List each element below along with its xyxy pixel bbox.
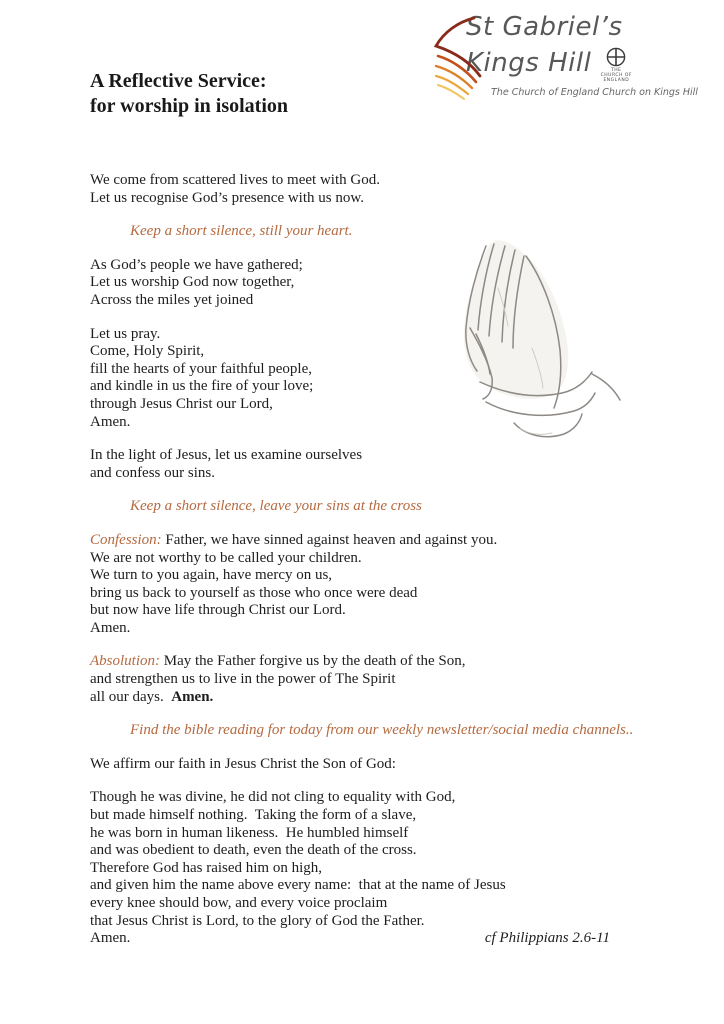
rubric-line: Find the bible reading for today from our weekly newsletter/social media channels..: [130, 722, 634, 739]
text-line: We come from scattered lives to meet with God.: [90, 172, 380, 188]
absolution-label: Absolution:: [90, 653, 160, 670]
text-line: [90, 689, 650, 707]
text-span: Father, we have sinned against heaven and against you.: [161, 531, 498, 548]
text-line: We turn to you again, have mercy on us,: [90, 567, 333, 584]
text-line: [90, 653, 650, 671]
text-line: but made himself nothing. Taking the form of a slave,: [90, 807, 417, 824]
text-line: Let us worship God now together,: [90, 274, 295, 291]
text-line: and given him the name above every name: that at the name of Jesus: [90, 877, 506, 894]
paragraph: [90, 447, 650, 482]
rubric-line: Keep a short silence, still your heart.: [130, 223, 353, 240]
text-line: fill the hearts of your faithful people,: [90, 360, 313, 377]
page-title-line2: for worship in isolation: [90, 95, 288, 118]
church-of-england-emblem: [600, 46, 632, 83]
cross-circle-icon: [605, 46, 627, 68]
text-line: [90, 532, 650, 550]
emblem-caption: THE CHURCH OF ENGLAND: [600, 68, 632, 83]
text-line: that Jesus Christ is Lord, to the glory of God the Father.: [90, 912, 425, 929]
paragraph: [90, 257, 650, 310]
text-line: and strengthen us to live in the power of The Spirit: [90, 671, 396, 688]
closing-line: [90, 930, 610, 948]
text-line: In the light of Jesus, let us examine ourselves: [90, 447, 363, 464]
text-line: Across the miles yet joined: [90, 291, 254, 308]
text-line: Though he was divine, he did not cling to equality with God,: [90, 789, 456, 806]
text-line: Let us pray.: [90, 325, 161, 342]
page-title: [90, 69, 288, 119]
text-line: through Jesus Christ our Lord,: [90, 395, 273, 412]
text-line: Amen.: [90, 619, 131, 636]
service-text: [90, 172, 650, 964]
church-name-line1: St Gabriel’s: [466, 12, 623, 42]
text-line: We are not worthy to be called your children.: [90, 549, 362, 566]
rubric-line: Keep a short silence, leave your sins at the cross: [130, 498, 422, 515]
text-line: Come, Holy Spirit,: [90, 343, 205, 360]
text-line: Amen.: [90, 413, 131, 430]
church-name-line2: Kings Hill: [466, 47, 592, 78]
closing-amen: Amen.: [90, 930, 131, 947]
absolution-paragraph: [90, 653, 650, 706]
church-name: [466, 12, 710, 83]
paragraph: [90, 172, 650, 207]
text-line: and kindle in us the fire of your love;: [90, 378, 314, 395]
text-span: May the Father forgive us by the death of the Son,: [160, 653, 466, 670]
page-title-line1: A Reflective Service:: [90, 70, 267, 93]
text-line: and was obedient to death, even the death of the cross.: [90, 842, 417, 859]
paragraph: [90, 326, 650, 432]
text-line: bring us back to yourself as those who once were dead: [90, 584, 418, 601]
paragraph: [90, 789, 650, 947]
text-line: and confess our sins.: [90, 464, 215, 481]
text-line: Let us recognise God’s presence with us now.: [90, 189, 364, 206]
text-line: he was born in human likeness. He humbled himself: [90, 824, 409, 841]
text-span: all our days.: [90, 688, 172, 705]
amen-bold: Amen.: [171, 688, 214, 705]
text-line: We affirm our faith in Jesus Christ the Son of God:: [90, 755, 396, 772]
confession-paragraph: [90, 532, 650, 638]
text-line: every knee should bow, and every voice proclaim: [90, 895, 388, 911]
wing-flame-icon: [428, 16, 490, 112]
confession-label: Confession:: [90, 531, 162, 548]
paragraph: [90, 756, 650, 774]
scripture-citation: cf Philippians 2.6-11: [484, 930, 610, 947]
church-logo: [428, 12, 710, 98]
text-line: but now have life through Christ our Lord.: [90, 602, 346, 619]
church-tagline: The Church of England Church on Kings Hill: [491, 87, 698, 98]
text-line: As God’s people we have gathered;: [90, 256, 303, 273]
text-line: Therefore God has raised him on high,: [90, 859, 323, 876]
